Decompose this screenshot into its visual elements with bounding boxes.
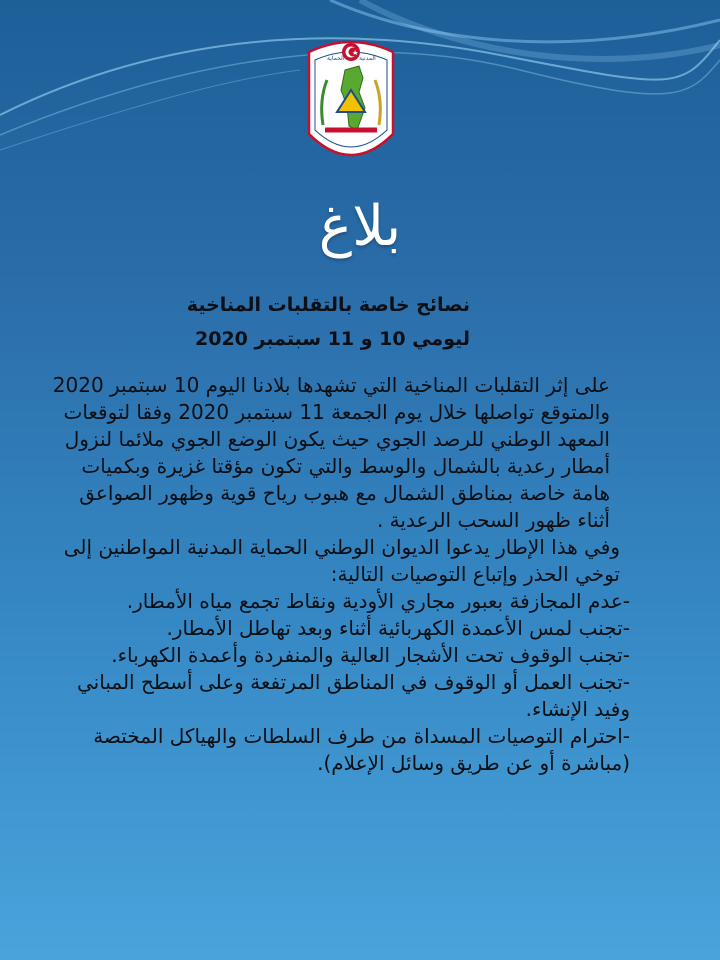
announcement-body [42,372,670,777]
recommendation-3: -تجنب الوقوف تحت الأشجار العالية والمنفردة وأعمدة الكهرباء. [111,643,630,667]
paragraph-2: وفي هذا الإطار يدعوا الديوان الوطني الحماية المدنية المواطنين إلى توخي الحذر وإتباع التوصيات التالية: [63,535,620,586]
logo-text-left: الحماية [327,55,345,62]
paragraph-1: على إثر التقلبات المناخية التي تشهدها بلادنا اليوم 10 سبتمبر 2020 والمتوقع تواصلها خلال يوم الجمعة 11 سبتمبر 2020 وفقا لتوقعات المعهد الوطني للرصد الجوي حيث يكون الوضع الجوي ملائما لنزول أمطار رعدية بالشمال والوسط والتي تكون مؤقتا غزيرة وبكميات هامة خاصة بمناطق الشمال مع هبوب رياح قوية وظهور الصواعق أثناء ظهور السحب الرعدية . [52,373,610,532]
recommendation-4: -تجنب العمل أو الوقوف في المناطق المرتفعة وعلى أسطح المباني وفيد الإنشاء. [77,670,630,721]
subtitle [187,288,470,356]
subtitle-line-1: نصائح خاصة بالتقلبات المناخية [186,294,470,316]
page-title: بلاغ [318,194,402,259]
subtitle-line-2: ليومي 10 و 11 سبتمبر 2020 [195,328,470,350]
civil-protection-logo [303,30,399,176]
logo-text-right: المدنية [359,55,376,62]
recommendation-1: -عدم المجازفة بعبور مجاري الأودية ونقاط تجمع مياه الأمطار. [126,589,630,613]
recommendation-5: -احترام التوصيات المسداة من طرف السلطات والهياكل المختصة (مباشرة أو عن طريق وسائل الإعلام). [93,724,630,775]
recommendation-2: -تجنب لمس الأعمدة الكهربائية أثناء وبعد تهاطل الأمطار. [166,616,630,640]
